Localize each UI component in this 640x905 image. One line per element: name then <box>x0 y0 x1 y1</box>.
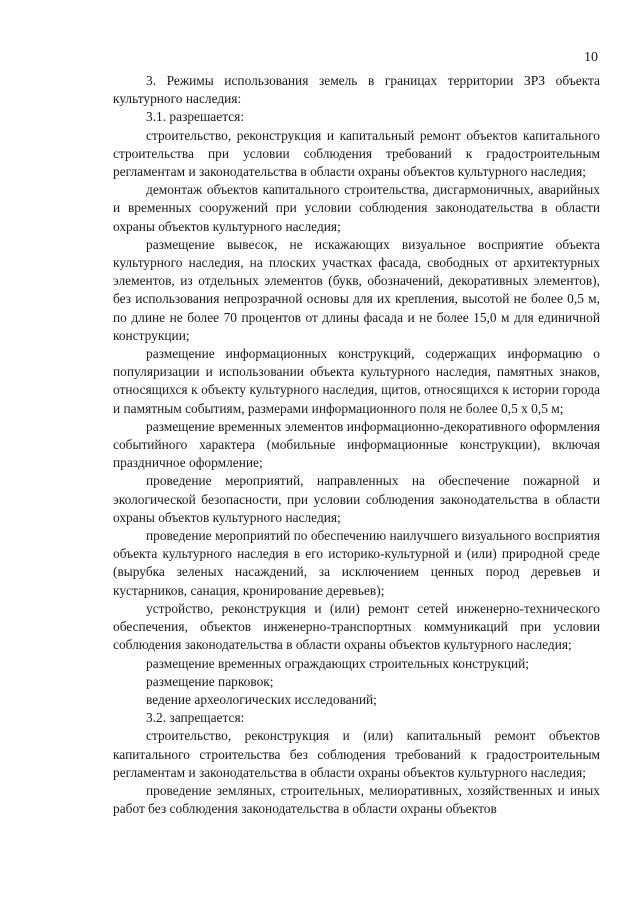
allowed-item: размещение парковок; <box>146 673 274 689</box>
allowed-item: строительство, реконструкция и капитальный ремонт объектов капитального строительства при условии соблюдения требований к градостроительным регламентам и законодательства в области охраны объектов культурного наследия; <box>113 127 600 180</box>
allowed-item: устройство, реконструкция и (или) ремонт сетей инженерно-технического обеспечения, объектов инженерно-транспортных коммуникаций при условии соблюдения законодательства в области охраны объектов культурного наследия; <box>113 600 600 653</box>
allowed-item: демонтаж объектов капитального строительства, дисгармоничных, аварийных и временных сооружений при условии соблюдения законодательства в области охраны объектов культурного наследия; <box>113 182 600 234</box>
forbidden-heading: 3.2. запрещается: <box>146 710 245 726</box>
page-number: 10 <box>584 50 598 65</box>
allowed-heading: 3.1. разрешается: <box>146 109 245 125</box>
allowed-item: проведение мероприятий, направленных на обеспечение пожарной и экологической безопасности, при условии соблюдения законодательства в области охраны объектов культурного наследия; <box>113 473 600 525</box>
allowed-item: проведение мероприятий по обеспечению наилучшего визуального восприятия объекта культурного наследия в его историко-культурной и (или) природной среде (вырубка зеленых насаждений, за исключением ценных пород деревьев и кустарников, санация, кронирование деревьев); <box>113 528 600 598</box>
forbidden-item: строительство, реконструкция и (или) капитальный ремонт объектов капитального строительства без соблюдения требований к градостроительным регламентам и законодательства в области охраны объектов культурного наследия; <box>113 728 600 780</box>
allowed-item: размещение временных элементов информационно-декоративного оформления событийного характера (мобильные информационные конструкции), включая праздничное оформление; <box>113 418 600 471</box>
section-title: 3. Режимы использования земель в границах территории ЗРЗ объекта культурного наследия: <box>113 73 600 107</box>
allowed-item: размещение информационных конструкций, содержащих информацию о популяризации и использовании объекта культурного наследия, памятных знаков, относящихся к объекту культурного наследия, щитов, относящихся к истории города и памятным событиям, размерами информационного поля не более 0,5 х 0,5 м; <box>113 346 600 416</box>
allowed-item: размещение временных ограждающих строительных конструкций; <box>146 655 530 671</box>
allowed-item: размещение вывесок, не искажающих визуальное восприятие объекта культурного наследия, на плоских участках фасада, свободных от архитектурных элементов, из отдельных элементов (букв, обозначений, декоративных элементов), без использования непрозрачной основы для их крепления, высотой не более 0,5 м, по длине не более 70 процентов от длины фасада и не более 15,0 м для единичной конструкции; <box>113 236 600 343</box>
allowed-item: ведение археологических исследований; <box>146 691 377 707</box>
document-body <box>113 72 600 818</box>
forbidden-item: проведение земляных, строительных, мелиоративных, хозяйственных и иных работ без соблюдения законодательства в области охраны объектов <box>113 782 600 817</box>
